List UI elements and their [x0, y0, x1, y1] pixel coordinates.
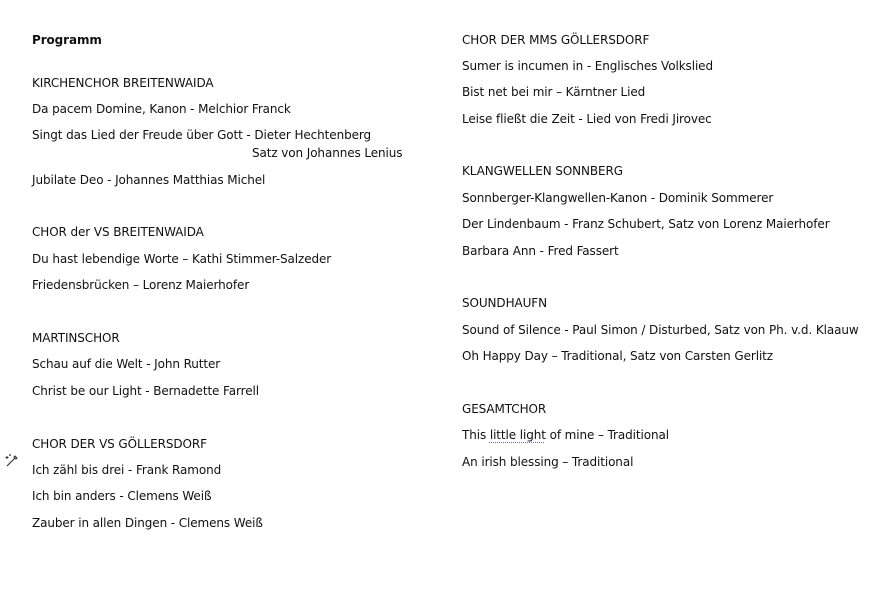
- section-heading: MARTINSCHOR: [32, 331, 120, 345]
- section-heading: CHOR DER MMS GÖLLERSDORF: [462, 33, 650, 47]
- program-item: Schau auf die Welt - John Rutter: [32, 357, 221, 371]
- section-heading: CHOR DER VS GÖLLERSDORF: [32, 437, 207, 451]
- section-heading: SOUNDHAUFN: [462, 296, 547, 310]
- section-heading: KIRCHENCHOR BREITENWAIDA: [32, 76, 214, 90]
- item-text: of mine – Traditional: [545, 428, 669, 442]
- program-item: Leise fließt die Zeit - Lied von Fredi Jirovec: [462, 112, 712, 126]
- program-item: An irish blessing – Traditional: [462, 455, 634, 469]
- program-item: Oh Happy Day – Traditional, Satz von Carsten Gerlitz: [462, 349, 773, 363]
- program-item: Zauber in allen Dingen - Clemens Weiß: [32, 516, 263, 530]
- program-item: Ich zähl bis drei - Frank Ramond: [32, 463, 222, 477]
- program-item: Der Lindenbaum - Franz Schubert, Satz von Lorenz Maierhofer: [462, 217, 830, 231]
- program-item: Barbara Ann - Fred Fassert: [462, 244, 619, 258]
- item-text: This: [462, 428, 490, 442]
- section-heading: KLANGWELLEN SONNBERG: [462, 164, 623, 178]
- program-item: Jubilate Deo - Johannes Matthias Michel: [32, 173, 266, 187]
- section-heading: GESAMTCHOR: [462, 402, 547, 416]
- program-item: Friedensbrücken – Lorenz Maierhofer: [32, 278, 250, 292]
- program-item: Da pacem Domine, Kanon - Melchior Franck: [32, 102, 291, 116]
- magic-pen-icon[interactable]: [4, 453, 20, 469]
- program-item: Sonnberger-Klangwellen-Kanon - Dominik Sommerer: [462, 191, 774, 205]
- spellcheck-marked-text[interactable]: little light: [489, 428, 546, 442]
- section-heading: CHOR der VS BREITENWAIDA: [32, 225, 204, 239]
- program-item: Ich bin anders - Clemens Weiß: [32, 489, 212, 503]
- program-item: Sumer is incumen in - Englisches Volkslied: [462, 59, 713, 73]
- program-item: Sound of Silence - Paul Simon / Disturbed, Satz von Ph. v.d. Klaauw: [462, 323, 859, 337]
- program-item: Christ be our Light - Bernadette Farrell: [32, 384, 259, 398]
- program-item: Singt das Lied der Freude über Gott - Dieter Hechtenberg: [32, 128, 372, 142]
- program-item-note: Satz von Johannes Lenius: [252, 146, 403, 160]
- page-title: Programm: [32, 33, 102, 47]
- program-item: [462, 427, 669, 443]
- program-item: Bist net bei mir – Kärntner Lied: [462, 85, 646, 99]
- program-item: Du hast lebendige Worte – Kathi Stimmer-Salzeder: [32, 252, 332, 266]
